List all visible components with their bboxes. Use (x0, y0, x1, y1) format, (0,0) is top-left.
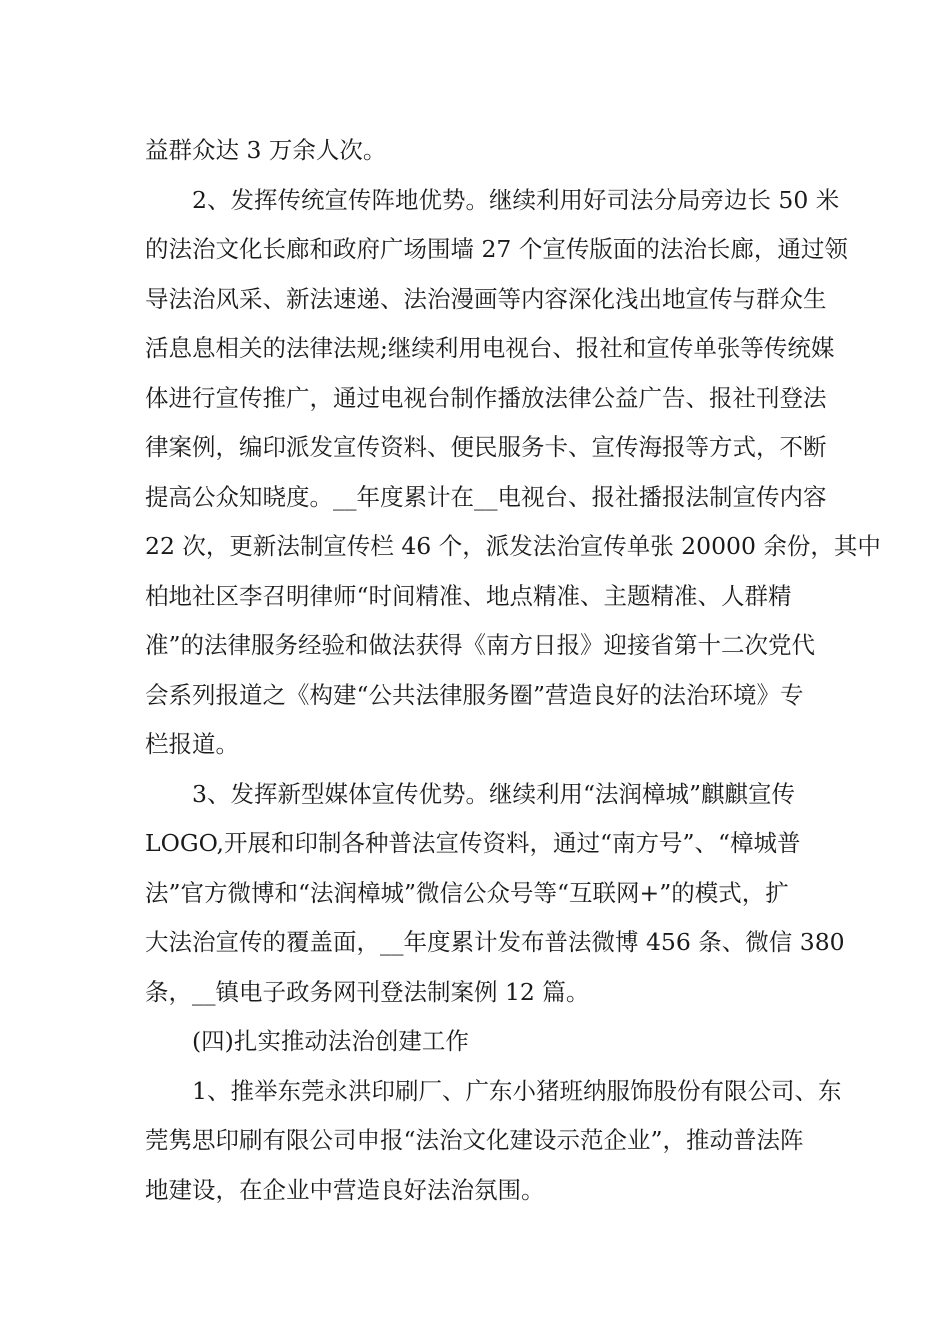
text-line: 2、发挥传统宣传阵地优势。继续利用好司法分局旁边长 50 米 (192, 186, 840, 214)
text-line: 准”的法律服务经验和做法获得《南方日报》迎接省第十二次党代 (145, 631, 816, 659)
text-line: 法”官方微博和“法润樟城”微信公众号等“互联网+”的模式，扩 (145, 879, 789, 907)
text-line: 导法治风采、新法速递、法治漫画等内容深化浅出地宣传与群众生 (145, 285, 827, 313)
text-line: 提高公众知晓度。__年度累计在__电视台、报社播报法制宣传内容 (145, 483, 827, 511)
section-heading: (四)扎实推动法治创建工作 (192, 1027, 469, 1055)
text-line: 1、推举东莞永洪印刷厂、广东小猪班纳服饰股份有限公司、东 (192, 1077, 842, 1105)
text-line: 莞隽思印刷有限公司申报“法治文化建设示范企业”，推动普法阵 (145, 1126, 804, 1154)
text-line: 活息息相关的法律法规;继续利用电视台、报社和宣传单张等传统媒 (145, 334, 835, 362)
text-line: 栏报道。 (145, 730, 239, 758)
text-line: 益群众达 3 万余人次。 (145, 136, 387, 164)
text-line: 地建设，在企业中营造良好法治氛围。 (145, 1176, 545, 1204)
text-line: LOGO,开展和印制各种普法宣传资料，通过“南方号”、“樟城普 (145, 829, 801, 857)
text-line: 会系列报道之《构建“公共法律服务圈”营造良好的法治环境》专 (145, 681, 804, 709)
text-line: 的法治文化长廊和政府广场围墙 27 个宣传版面的法治长廊，通过领 (145, 235, 848, 263)
text-line: 条，__镇电子政务网刊登法制案例 12 篇。 (145, 978, 590, 1006)
text-line: 柏地社区李召明律师“时间精准、地点精准、主题精准、人群精 (145, 582, 792, 610)
text-line: 3、发挥新型媒体宣传优势。继续利用“法润樟城”麒麒宣传 (192, 780, 795, 808)
text-line: 大法治宣传的覆盖面，__年度累计发布普法微博 456 条、微信 380 (145, 928, 845, 956)
text-line: 体进行宣传推广，通过电视台制作播放法律公益广告、报社刊登法 (145, 384, 827, 412)
text-line: 律案例，编印派发宣传资料、便民服务卡、宣传海报等方式，不断 (145, 433, 827, 461)
text-line: 22 次，更新法制宣传栏 46 个，派发法治宣传单张 20000 余份，其中 (145, 532, 881, 560)
